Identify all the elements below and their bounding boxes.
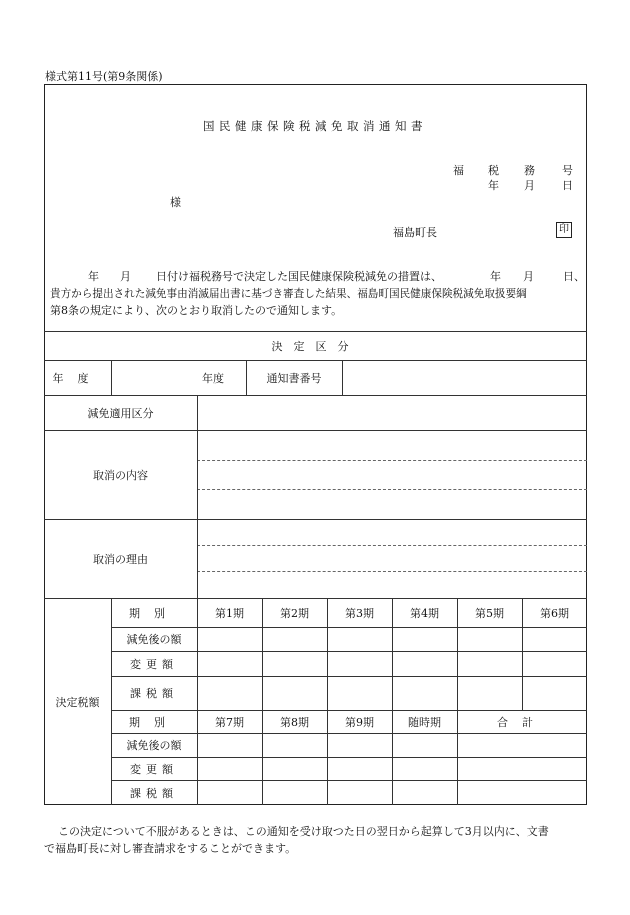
period-header: 随時期 xyxy=(408,715,441,729)
row-label-change: 変更額 xyxy=(130,762,178,776)
body-line2: 貴方から提出された減免事由消滅届出書に基づき審査した結果、福島町国民健康保険税減免取扱要綱 xyxy=(50,288,527,300)
cancel-content-label: 取消の内容 xyxy=(93,468,148,482)
period-header: 第4期 xyxy=(410,606,439,620)
fiscal-year-label: 年度 xyxy=(52,371,103,385)
appeal-notice-line1: この決定について不服があるときは、この通知を受け取つた日の翌日から起算して3月以内に、文書 xyxy=(58,825,549,838)
cancel-reason-label: 取消の理由 xyxy=(93,552,148,566)
body-line3: 第8条の規定により、次のとおり取消したので通知します。 xyxy=(50,304,343,317)
year-suffix: 年度 xyxy=(202,371,224,385)
doc-number-char: 務 xyxy=(524,164,535,177)
doc-number-char: 号 xyxy=(562,164,573,177)
row-label-change: 変更額 xyxy=(130,657,178,671)
body-line1-text: 日付け福税務号で決定した国民健康保険税減免の措置は、 xyxy=(156,270,442,283)
appeal-notice-line2: で福島町長に対し審査請求をすることができます。 xyxy=(44,842,297,855)
sender-name: 福島町長 xyxy=(393,226,437,239)
row-label-taxed: 課税額 xyxy=(130,687,178,700)
row-label-after-reduction: 減免後の額 xyxy=(126,633,182,646)
tax-group-label: 決定税額 xyxy=(55,695,100,709)
row-label-taxed: 課税額 xyxy=(130,786,178,800)
period-label: 期別 xyxy=(129,715,179,729)
doc-number-char: 税 xyxy=(488,164,499,177)
date-month: 月 xyxy=(524,179,535,192)
period-header: 第1期 xyxy=(215,606,244,620)
total-header: 合計 xyxy=(497,715,547,729)
seal-mark: 印 xyxy=(556,222,572,238)
body-day2: 日、 xyxy=(563,270,585,283)
document-title: 国民健康保険税減免取消通知書 xyxy=(203,119,427,133)
date-year: 年 xyxy=(488,179,499,192)
period-header: 第2期 xyxy=(280,606,309,620)
period-header: 第7期 xyxy=(215,715,244,729)
body-year2: 年 xyxy=(490,270,501,283)
date-day: 日 xyxy=(562,179,573,192)
period-header: 第8期 xyxy=(280,715,309,729)
body-year: 年 xyxy=(88,270,99,283)
form-number-label: 様式第11号(第9条関係) xyxy=(45,70,163,83)
period-header: 第9期 xyxy=(345,715,374,729)
appeal-notice xyxy=(44,823,592,857)
period-label: 期別 xyxy=(129,606,179,620)
notice-number-label: 通知書番号 xyxy=(266,371,322,385)
period-header: 第5期 xyxy=(475,606,504,620)
body-month: 月 xyxy=(120,270,131,283)
section-title: 決定区分 xyxy=(271,339,360,353)
doc-number-char: 福 xyxy=(453,164,464,177)
reduction-category-label: 減免適用区分 xyxy=(87,406,154,420)
body-month2: 月 xyxy=(523,270,534,283)
period-header: 第3期 xyxy=(345,606,374,620)
period-header: 第6期 xyxy=(540,606,569,620)
row-label-after-reduction: 減免後の額 xyxy=(126,739,182,752)
addressee-suffix: 様 xyxy=(170,196,181,209)
